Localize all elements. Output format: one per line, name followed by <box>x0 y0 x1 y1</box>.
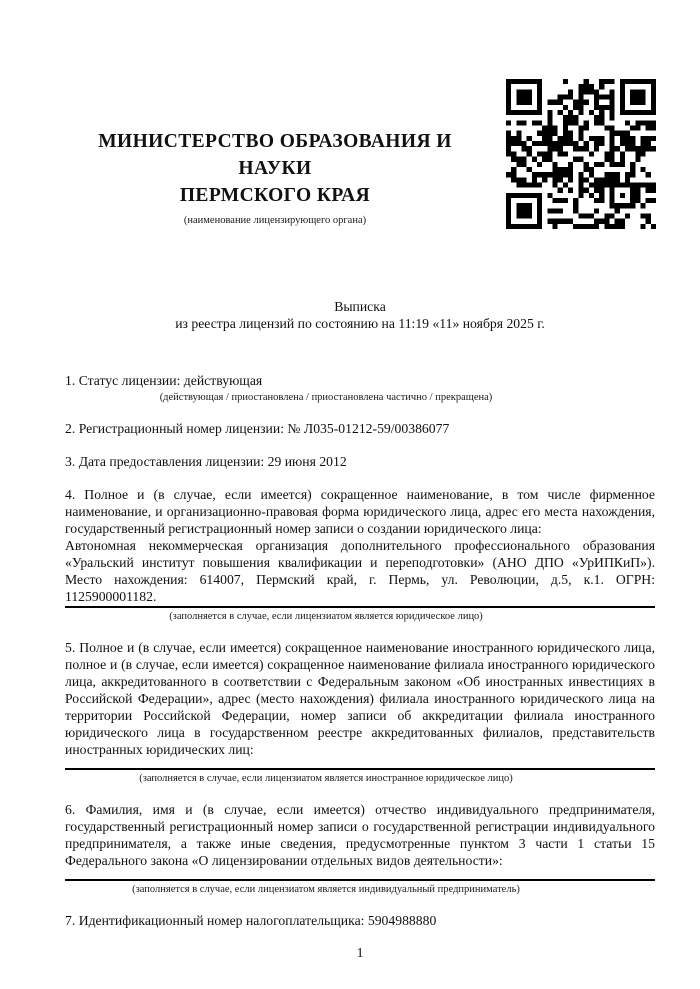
item-license-status: 1. Статус лицензии: действующая <box>65 373 263 388</box>
document-title <box>65 298 655 332</box>
authority-name-line1: МИНИСТЕРСТВО ОБРАЗОВАНИЯ И НАУКИ <box>98 131 452 179</box>
item-foreign-entity-value <box>65 758 655 770</box>
item-taxpayer-id: 7. Идентификационный номер налогоплательщика: 5904988880 <box>65 913 437 928</box>
item-license-grant-date: 3. Дата предоставления лицензии: 29 июня 2012 <box>65 454 347 469</box>
item-license-status-caption: (действующая / приостановлена / приостановлена частично / прекращена) <box>159 392 493 403</box>
authority-caption: (наименование лицензирующего органа) <box>183 215 367 226</box>
authority-name-line2: ПЕРМСКОГО КРАЯ <box>179 185 371 206</box>
qr-code-icon <box>506 79 656 229</box>
document-title-line2: из реестра лицензий по состоянию на 11:19 «11» ноября 2025 г. <box>175 316 545 331</box>
item-entrepreneur-caption: (заполняется в случае, если лицензиатом является индивидуальный предприниматель) <box>132 884 520 895</box>
item-entrepreneur-heading: 6. Фамилия, имя и (в случае, если имеется) отчество индивидуального предпринимателя, государственный регистрационный номер записи о государственной регистрации индивидуального предпринимателя, а также иные сведения, предусмотренные пунктом 3 части 1 статьи 15 Федерального закона «О лицензировании отдельных видов деятельности»: <box>65 802 655 868</box>
item-legal-entity-heading: 4. Полное и (в случае, если имеется) сокращенное наименование, в том числе фирменное наименование, и организационно-правовая форма юридического лица, адрес его места нахождения, государственный регистрационный номер записи о создании юридического лица: <box>65 487 655 536</box>
document-body <box>65 298 655 961</box>
item-legal-entity-caption: (заполняется в случае, если лицензиатом является юридическое лицо) <box>169 611 483 622</box>
licensing-authority-header <box>65 128 485 228</box>
item-registration-number: 2. Регистрационный номер лицензии: № Л035-01212-59/00386077 <box>65 421 450 436</box>
item-foreign-entity-heading: 5. Полное и (в случае, если имеется) сокращенное наименование иностранного юридического лица, полное и (в случае, если имеется) сокращенное наименование филиала иностранного юридического лица, аккредитованного в соответствии с Федеральным законом «Об иностранных инвестициях в Российской Федерации», адрес (место нахождения) филиала иностранного юридического лица на территории Российской Федерации, номер записи об аккредитации филиала иностранного юридического лица в государственном реестре аккредитованных филиалов, представительств иностранных юридических лиц: <box>65 640 655 757</box>
item-foreign-entity-caption: (заполняется в случае, если лицензиатом является иностранное юридическое лицо) <box>139 773 513 784</box>
document-title-line1: Выписка <box>334 299 386 314</box>
item-entrepreneur-value <box>65 869 655 881</box>
page-number: 1 <box>356 945 364 960</box>
item-legal-entity-value: Автономная некоммерческая организация дополнительного профессионального образования «Уральский институт повышения квалификации и переподготовки» (АНО ДПО «УрИПКиП»). Место нахождения: 614007, Пермский край, г. Пермь, ул. Революции, д.5, к.1. ОГРН: 1125900001182. <box>65 537 655 608</box>
